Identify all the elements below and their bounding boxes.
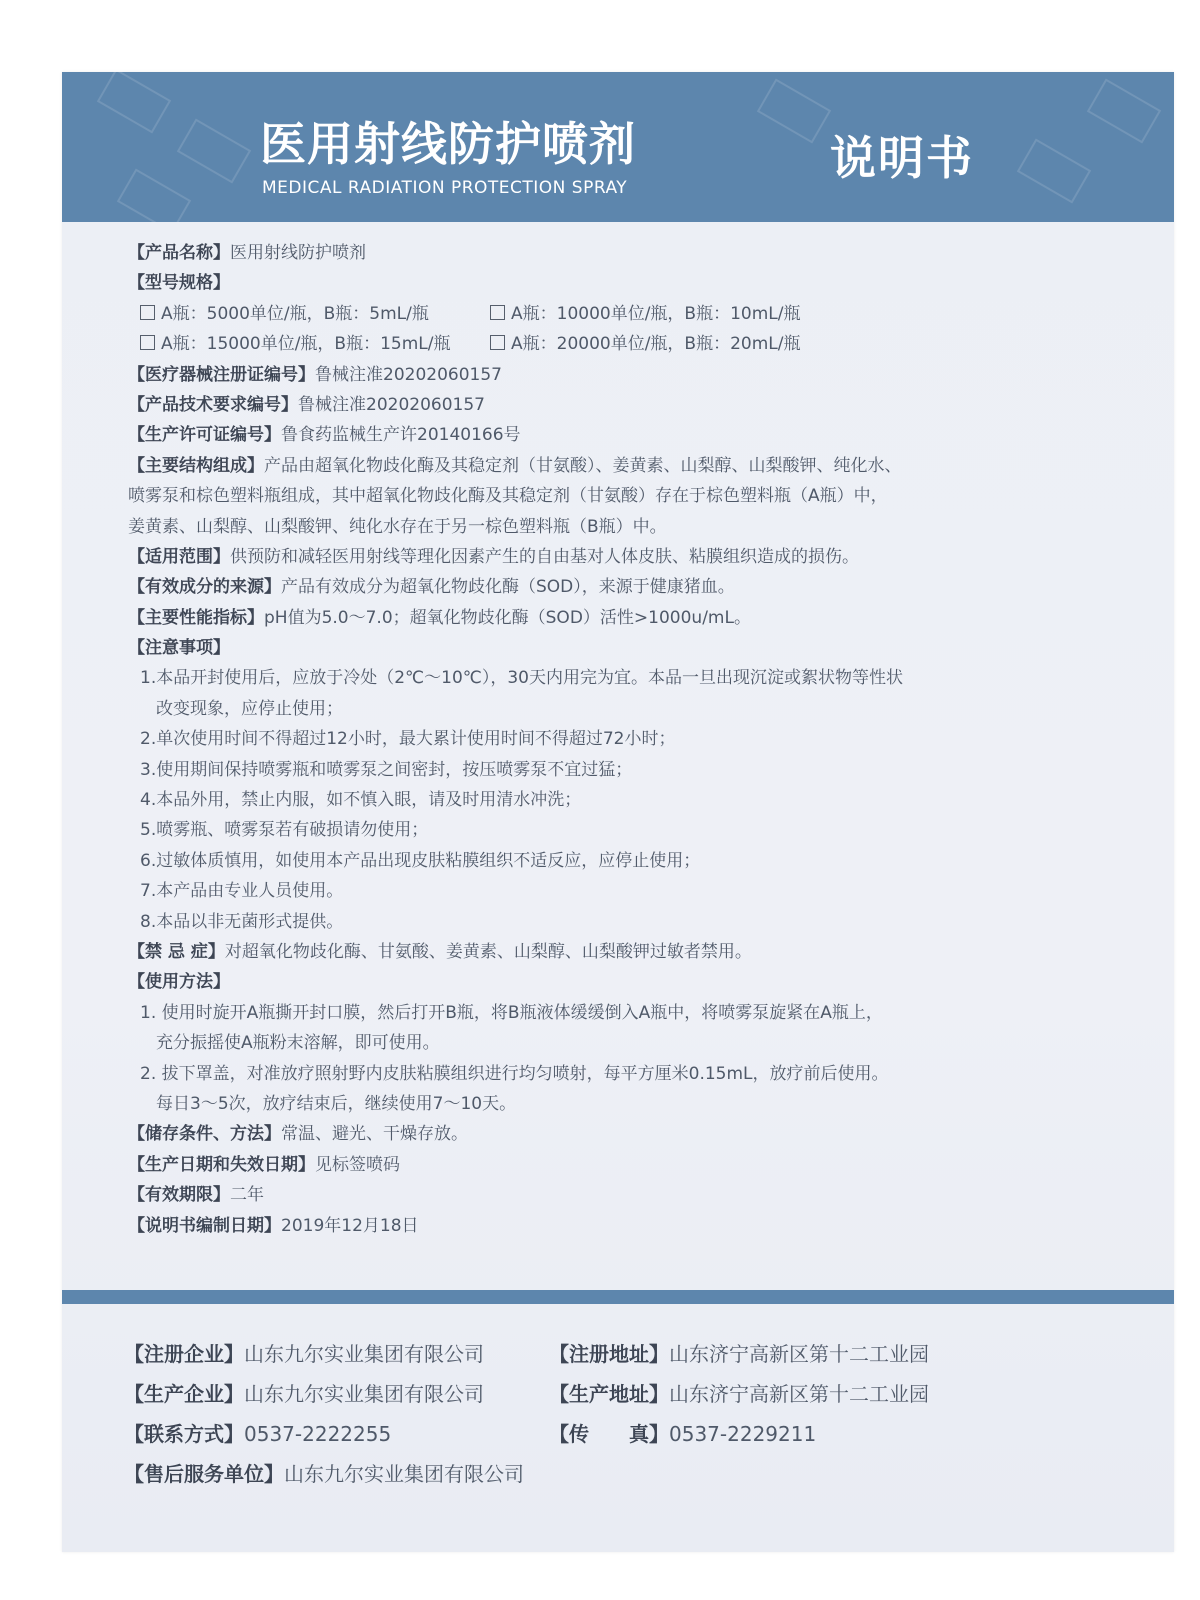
spec-option xyxy=(478,299,828,329)
contact xyxy=(124,1414,549,1454)
field-label: 【有效期限】 xyxy=(128,1185,230,1206)
company-info xyxy=(124,1334,1164,1494)
field-label: 【产品技术要求编号】 xyxy=(128,394,298,415)
field-label: 【传 真】 xyxy=(549,1422,669,1446)
field-reg-no xyxy=(128,360,1158,390)
title-manual: 说明书 xyxy=(830,131,974,185)
field-precautions xyxy=(128,633,1158,663)
composition-line: 姜黄素、山梨醇、山梨酸钾、纯化水存在于另一棕色塑料瓶（B瓶）中。 xyxy=(128,516,667,537)
reg-company xyxy=(124,1334,549,1374)
field-label: 【储存条件、方法】 xyxy=(128,1124,281,1145)
field-tech-no xyxy=(128,390,1158,420)
spec-option-label: A瓶：20000单位/瓶，B瓶：20mL/瓶 xyxy=(511,334,801,355)
field-label: 【注意事项】 xyxy=(128,638,230,659)
spec-option xyxy=(478,329,828,359)
field-value: 产品有效成分为超氧化物歧化酶（SOD），来源于健康猪血。 xyxy=(281,577,735,598)
instruction-sheet xyxy=(62,72,1174,1552)
field-product-name xyxy=(128,238,1158,268)
field-value: 二年 xyxy=(230,1185,264,1206)
hex-pattern xyxy=(117,169,191,222)
checkbox[interactable] xyxy=(490,335,505,350)
content-body xyxy=(128,238,1158,1241)
field-value: 鲁械注准20202060157 xyxy=(298,394,485,415)
spec-row xyxy=(128,299,1158,329)
field-storage xyxy=(128,1119,1158,1149)
field-usage xyxy=(128,967,1158,997)
field-value: 见标签喷码 xyxy=(315,1154,400,1175)
fax xyxy=(549,1422,816,1446)
precaution-item: 1.本品开封使用后，应放于冷处（2℃～10℃），30天内用完为宜。本品一旦出现沉淀或絮状物等性状 xyxy=(140,668,903,689)
field-label: 【注册地址】 xyxy=(549,1342,669,1366)
spec-option xyxy=(128,299,478,329)
field-label: 【生产地址】 xyxy=(549,1382,669,1406)
precaution-item: 7.本产品由专业人员使用。 xyxy=(140,881,344,902)
checkbox[interactable] xyxy=(140,305,155,320)
field-value: 0537-2222255 xyxy=(244,1422,392,1446)
field-label: 【医疗器械注册证编号】 xyxy=(128,364,315,385)
hex-pattern xyxy=(757,79,831,144)
field-label: 【主要结构组成】 xyxy=(128,455,264,476)
title-english: MEDICAL RADIATION PROTECTION SPRAY xyxy=(262,178,628,198)
field-label: 【生产日期和失效日期】 xyxy=(128,1154,315,1175)
field-label: 【型号规格】 xyxy=(128,273,230,294)
field-label: 【售后服务单位】 xyxy=(124,1462,284,1486)
field-value: 对超氧化物歧化酶、甘氨酸、姜黄素、山梨醇、山梨酸钾过敏者禁用。 xyxy=(224,941,752,962)
usage-item: 每日3～5次，放疗结束后，继续使用7～10天。 xyxy=(156,1093,517,1114)
field-label: 【生产许可证编号】 xyxy=(128,425,281,446)
field-compiled-date xyxy=(128,1211,1158,1241)
field-validity xyxy=(128,1180,1158,1210)
field-value: 山东九尔实业集团有限公司 xyxy=(244,1382,484,1406)
usage-item: 充分振摇使A瓶粉末溶解，即可使用。 xyxy=(156,1033,440,1054)
field-model-spec xyxy=(128,268,1158,298)
field-value: pH值为5.0～7.0；超氧化物歧化酶（SOD）活性>1000u/mL。 xyxy=(264,607,751,628)
field-label: 【产品名称】 xyxy=(128,243,230,263)
field-label: 【禁 忌 症】 xyxy=(128,941,225,962)
mfg-company xyxy=(124,1374,549,1414)
title-chinese: 医用射线防护喷剂 xyxy=(260,117,636,171)
hex-pattern xyxy=(97,72,171,133)
header-banner xyxy=(62,72,1174,222)
precaution-item: 2.单次使用时间不得超过12小时，最大累计使用时间不得超过72小时； xyxy=(140,729,676,750)
field-composition xyxy=(128,451,1158,481)
spec-row xyxy=(128,329,1158,359)
mfg-address xyxy=(549,1382,929,1406)
footer-row xyxy=(124,1414,1164,1454)
field-performance xyxy=(128,603,1158,633)
hex-pattern xyxy=(177,119,251,184)
usage-item: 2. 拔下罩盖，对准放疗照射野内皮肤粘膜组织进行均匀喷射，每平方厘米0.15mL，放疗前后使用。 xyxy=(140,1063,889,1084)
field-label: 【适用范围】 xyxy=(128,546,230,567)
field-value: 供预防和减轻医用射线等理化因素产生的自由基对人体皮肤、粘膜组织造成的损伤。 xyxy=(230,546,859,567)
field-value: 产品由超氧化物歧化酶及其稳定剂（甘氨酸）、姜黄素、山梨醇、山梨酸钾、纯化水、 xyxy=(264,455,902,476)
spec-option-label: A瓶：5000单位/瓶，B瓶：5mL/瓶 xyxy=(161,303,429,324)
field-license-no xyxy=(128,420,1158,450)
field-label: 【有效成分的来源】 xyxy=(128,577,281,598)
composition-line: 喷雾泵和棕色塑料瓶组成，其中超氧化物歧化酶及其稳定剂（甘氨酸）存在于棕色塑料瓶（A瓶）中， xyxy=(128,486,888,507)
hex-pattern xyxy=(1017,139,1091,204)
precaution-item: 6.过敏体质慎用，如使用本产品出现皮肤粘膜组织不适反应，应停止使用； xyxy=(140,850,701,871)
field-value: 鲁械注准20202060157 xyxy=(315,364,502,385)
checkbox[interactable] xyxy=(140,335,155,350)
field-label: 【生产企业】 xyxy=(124,1382,244,1406)
field-value: 山东济宁高新区第十二工业园 xyxy=(669,1382,929,1406)
precaution-item: 3.使用期间保持喷雾瓶和喷雾泵之间密封，按压喷雾泵不宜过猛； xyxy=(140,759,633,780)
field-source xyxy=(128,572,1158,602)
field-contraindication xyxy=(128,937,1158,967)
footer-row xyxy=(124,1334,1164,1374)
hex-pattern xyxy=(1087,79,1161,144)
field-dates xyxy=(128,1150,1158,1180)
spec-option-label: A瓶：10000单位/瓶，B瓶：10mL/瓶 xyxy=(511,303,801,324)
reg-address xyxy=(549,1342,929,1366)
precaution-item: 8.本品以非无菌形式提供。 xyxy=(140,911,344,932)
precaution-item: 改变现象，应停止使用； xyxy=(156,698,343,719)
section-divider xyxy=(62,1290,1174,1304)
spec-option xyxy=(128,329,478,359)
field-label: 【联系方式】 xyxy=(124,1422,244,1446)
field-label: 【主要性能指标】 xyxy=(128,607,264,628)
footer-row xyxy=(124,1374,1164,1414)
precaution-item: 5.喷雾瓶、喷雾泵若有破损请勿使用； xyxy=(140,820,429,841)
field-label: 【注册企业】 xyxy=(124,1342,244,1366)
checkbox[interactable] xyxy=(490,305,505,320)
spec-option-label: A瓶：15000单位/瓶，B瓶：15mL/瓶 xyxy=(161,334,451,355)
field-label: 【说明书编制日期】 xyxy=(128,1215,281,1236)
field-value: 山东九尔实业集团有限公司 xyxy=(244,1342,484,1366)
field-value: 0537-2229211 xyxy=(669,1422,817,1446)
field-value: 山东济宁高新区第十二工业园 xyxy=(669,1342,929,1366)
field-value: 医用射线防护喷剂 xyxy=(230,243,366,263)
field-value: 2019年12月18日 xyxy=(281,1215,419,1236)
usage-item: 1. 使用时旋开A瓶撕开封口膜，然后打开B瓶，将B瓶液体缓缓倒入A瓶中，将喷雾泵旋紧在A瓶上， xyxy=(140,1002,883,1023)
field-value: 鲁食药监械生产许20140166号 xyxy=(281,425,521,446)
footer-row xyxy=(124,1454,1164,1494)
field-label: 【使用方法】 xyxy=(128,972,230,993)
field-value: 常温、避光、干燥存放。 xyxy=(281,1124,468,1145)
after-sales-service xyxy=(124,1462,524,1486)
field-value: 山东九尔实业集团有限公司 xyxy=(284,1462,524,1486)
precaution-item: 4.本品外用，禁止内服，如不慎入眼，请及时用清水冲洗； xyxy=(140,790,582,811)
field-scope xyxy=(128,542,1158,572)
